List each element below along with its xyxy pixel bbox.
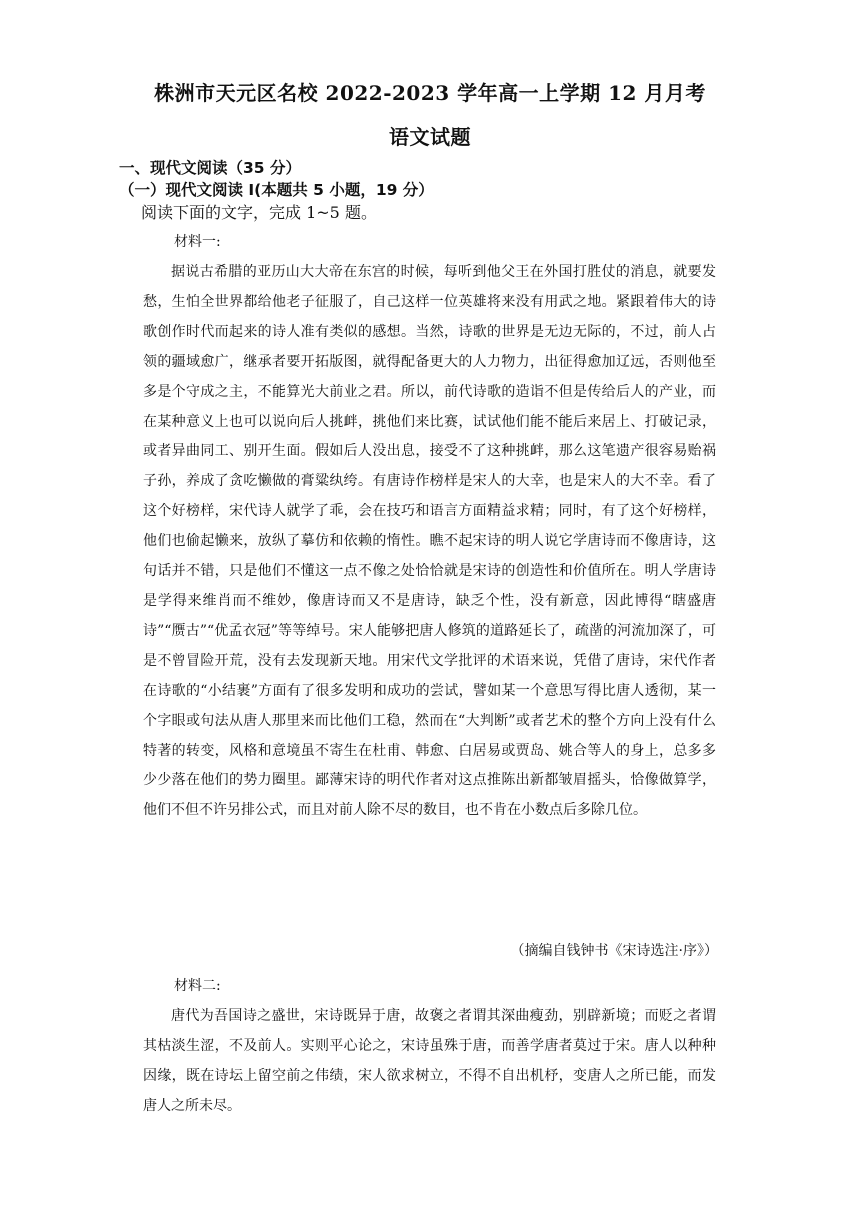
material2-label: 材料二: (174, 978, 221, 994)
material1-paragraph: 据说古希腊的亚历山大大帝在东宫的时候，每听到他父王在外国打胜仗的消息，就要发愁，生怕全世界都给他老子征服了，自己这样一位英雄将来没有用武之地。紧跟着伟大的诗歌创作时代而起来的诗人准有类似的感想。当然，诗歌的世界是无边无际的，不过，前人占领的疆域愈广，继承者要开拓版图，就得配备更大的人力物力，出征得愈加辽远，否则他至多是个守成之主，不能算光大前业之君。所以，前代诗歌的造诣不但是传给后人的产业，而在某种意义上也可以说向后人挑衅，挑他们来比赛，试试他们能不能后来居上、打破记录，或者异曲同工、别开生面。假如后人没出息，接受不了这种挑衅，那么这笔遗产很容易贻祸子孙，养成了贪吃懒做的膏粱纨绔。有唐诗作榜样是宋人的大幸，也是宋人的大不幸。看了这个好榜样，宋代诗人就学了乖，会在技巧和语言方面精益求精；同时，有了这个好榜样，他们也偷起懒来，放纵了摹仿和依赖的惰性。瞧不起宋诗的明人说它学唐诗而不像唐诗，这句话并不错，只是他们不懂这一点不像之处恰恰就是宋诗的创造性和价值所在。明人学唐诗是学得来维肖而不维妙，像唐诗而又不是唐诗，缺乏个性，没有新意，因此博得“瞎盛唐诗”“赝古”“优孟衣冠”等等绰号。宋人能够把唐人修筑的道路延长了，疏凿的河流加深了，可是不曾冒险开荒，没有去发现新天地。用宋代文学批评的术语来说，凭借了唐诗，宋代作者在诗歌的“小结裹”方面有了很多发明和成功的尝试，譬如某一个意思写得比唐人透彻，某一个字眼或句法从唐人那里来而比他们工稳，然而在“大判断”或者艺术的整个方向上没有什么特著的转变，风格和意境虽不寄生在杜甫、韩愈、白居易或贾岛、姚合等人的身上，总多多少少落在他们的势力圈里。鄙薄宋诗的明代作者对这点推陈出新都皱眉摇头，恰像做算学，他们不但不许另排公式，而且对前人除不尽的数目，也不肯在小数点后多除几位。 (143, 264, 716, 819)
page-subtitle: 语文试题 (389, 125, 471, 149)
subsection-heading: （一）现代文阅读 I(本题共 5 小题，19 分） (119, 181, 434, 199)
section-heading: 一、现代文阅读（35 分） (119, 159, 301, 177)
material1-source: （摘编自钱钟书《宋诗选注·序》） (510, 943, 718, 959)
page-title: 株洲市天元区名校 2022-2023 学年高一上学期 12 月月考 (154, 81, 706, 105)
material2-paragraph: 唐代为吾国诗之盛世，宋诗既异于唐，故褒之者谓其深曲瘦劲，别辟新境；而贬之者谓其枯淡生涩，不及前人。实则平心论之，宋诗虽殊于唐，而善学唐者莫过于宋。唐人以种种因缘，既在诗坛上留空前之伟绩，宋人欲求树立，不得不自出机杼，变唐人之所已能，而发唐人之所未尽。 (143, 1008, 716, 1114)
instruction-text: 阅读下面的文字，完成 1~5 题。 (141, 203, 377, 222)
material1-label: 材料一: (174, 234, 221, 250)
